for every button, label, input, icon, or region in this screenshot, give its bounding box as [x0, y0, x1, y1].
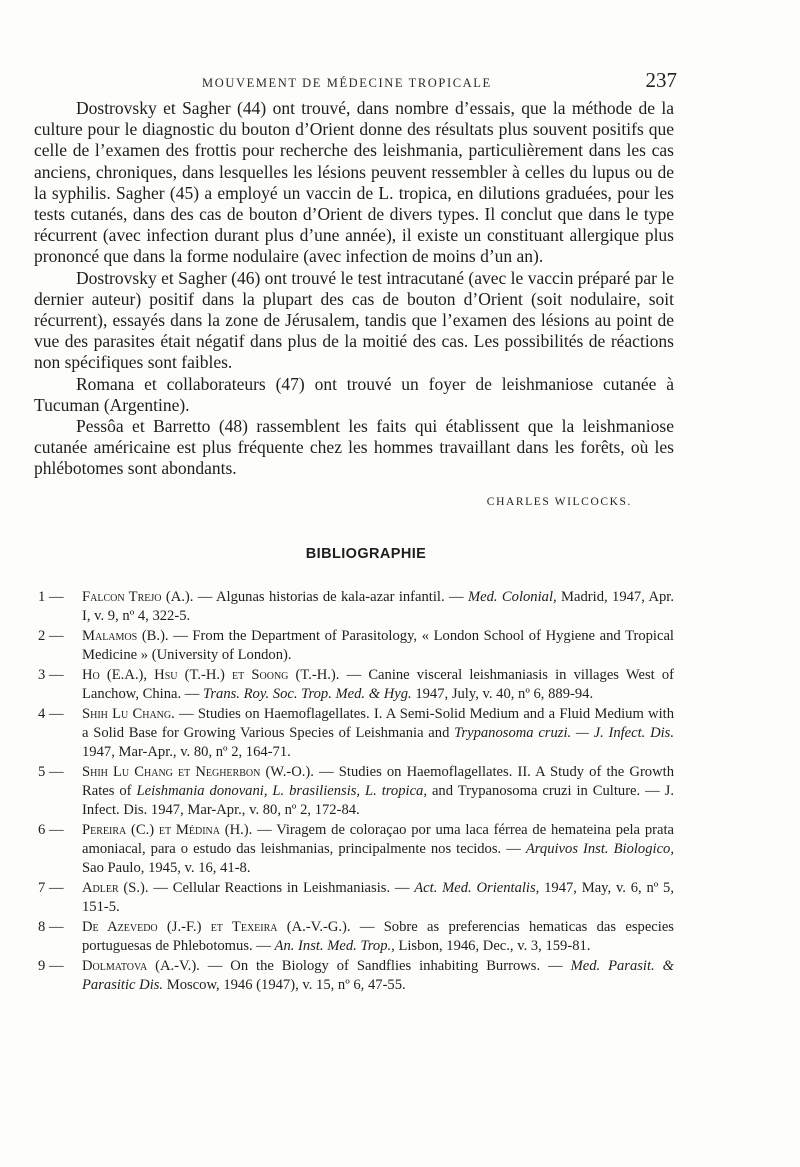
reference-number: 5 — — [38, 763, 64, 780]
paragraph: Romana et collaborateurs (47) ont trouvé un foyer de leishmaniose cutanée à Tucuman (Argentine). — [34, 373, 674, 415]
bibliography-heading: BIBLIOGRAPHIE — [305, 545, 427, 562]
paragraph: Dostrovsky et Sagher (44) ont trouvé, dans nombre d’essais, que la méthode de la culture pour le diagnostic du bouton d’Orient donne des résultats plus souvent positifs que celle de l’examen des frottis pour recherche des leishmania, particulièrement dans les cas anciens, chroniques, dans lesquelles les lésions peuvent ressembler à celles du lupus ou de la syphilis. Sagher (45) a employé un vaccin de L. tropica, en dilutions graduées, pour les tests cutanés, dans des cas de bouton d’Orient de divers types. Il conclut que dans le type récurrent (avec infection durant plus d’une année), il existe un constituant allergique plus prononcé que dans la forme nodulaire (avec infection de moins d’un an). — [34, 98, 674, 267]
reference-item — [34, 627, 674, 665]
reference-title: — Canine visceral leishmaniasis in villages West of Lanchow, China. — — [82, 666, 674, 702]
reference-item — [34, 918, 674, 956]
paragraph: Pessôa et Barretto (48) rassemblent les faits qui établissent que la leishmaniose cutanée américaine est plus fréquente chez les hommes travaillant dans les forêts, où les phlébotomes sont abondants. — [34, 416, 674, 479]
reference-author: Pereira (C.) et Médina (H.). — [82, 821, 253, 838]
reference-number: 4 — — [38, 705, 64, 722]
reference-item — [34, 666, 674, 704]
reference-journal: Trans. Roy. Soc. Trop. Med. & Hyg. — [203, 685, 412, 702]
reference-title: — From the Department of Parasitology, « London School of Hygiene and Tropical Medicine » (University of London). — [82, 627, 674, 663]
reference-details: 1947, Mar-Apr., v. 80, nº 2, 164-71. — [82, 743, 291, 760]
reference-journal: Med. Colonial, — [467, 588, 557, 605]
reference-journal: Med. Parasit. & Parasitic Dis. — [82, 957, 674, 993]
reference-item — [34, 588, 674, 626]
reference-author: Dolmatova (A.-V.). — [82, 957, 200, 974]
reference-number: 8 — — [38, 918, 64, 935]
reference-number: 7 — — [38, 879, 64, 896]
reference-author: Adler (S.). — [82, 879, 149, 896]
reference-details: 1947, May, v. 6, nº 5, 151-5. — [82, 879, 674, 915]
reference-author: Shih Lu Chang et Negherbon (W.-O.). — [82, 763, 314, 780]
paragraph: Dostrovsky et Sagher (46) ont trouvé le test intracutané (avec le vaccin préparé par le dernier auteur) positif dans la plupart des cas de bouton d’Orient (soit nodulaire, soit récurrent), essayés dans la zone de Jérusalem, tandis que l’examen des lésions au point de vue des parasites était négatif dans plus de la moitié des cas. Les possibilités de réactions non spécifiques sont faibles. — [34, 267, 674, 373]
reference-title: — On the Biology of Sandflies inhabiting Burrows. — — [199, 957, 571, 974]
reference-author: Ho (E.A.), Hsu (T.-H.) et Soong (T.-H.). — [82, 666, 340, 683]
reference-number: 6 — — [38, 821, 64, 838]
reference-item — [34, 879, 674, 917]
reference-number: 9 — — [38, 957, 64, 974]
reference-number: 2 — — [38, 627, 64, 644]
reference-details: Sao Paulo, 1945, v. 16, 41-8. — [82, 859, 251, 876]
reference-title: — Sobre as preferencias hematicas das especies portuguesas de Phlebotomus. — — [82, 918, 674, 954]
page-number: 237 — [645, 68, 677, 92]
article-body — [34, 98, 674, 480]
reference-author: Falcon Trejo (A.). — [82, 588, 194, 605]
reference-number: 3 — — [38, 666, 64, 683]
reference-author: Shih Lu Chang. — [82, 705, 175, 722]
reference-item — [34, 763, 674, 820]
page-header — [34, 68, 677, 98]
reference-title: — Algunas historias de kala-azar infantil. — — [193, 588, 468, 605]
author-signature: CHARLES WILCOCKS. — [486, 495, 632, 508]
reference-journal: Trypanosoma cruzi. — J. Infect. Dis. — [454, 724, 674, 741]
reference-journal: An. Inst. Med. Trop., — [274, 937, 395, 954]
reference-details: Moscow, 1946 (1947), v. 15, nº 6, 47-55. — [163, 976, 406, 993]
reference-title: — Studies on Haemoflagellates. II. A Study of the Growth Rates of — [82, 763, 674, 799]
reference-details: Lisbon, 1946, Dec., v. 3, 159-81. — [394, 937, 591, 954]
reference-author: De Azevedo (J.-F.) et Texeira (A.-V.-G.). — [82, 918, 351, 935]
reference-title: — Viragem de coloraçao por uma laca férrea de hemateina pela prata amoniacal, para o estudo das leishmanias, principalmente nos tecidos. — — [82, 821, 674, 857]
reference-details: 1947, July, v. 40, nº 6, 889-94. — [411, 685, 594, 702]
reference-journal: Arquivos Inst. Biologico, — [525, 840, 674, 857]
reference-details: and Trypanosoma cruzi in Culture. — J. Infect. Dis. 1947, Mar-Apr., v. 80, nº 2, 172-84. — [82, 782, 674, 818]
reference-title: — Cellular Reactions in Leishmaniasis. — — [148, 879, 415, 896]
reference-item — [34, 705, 674, 762]
bibliography-list — [34, 588, 674, 995]
reference-details: Madrid, 1947, Apr. I, v. 9, nº 4, 322-5. — [82, 588, 674, 624]
page — [34, 68, 677, 996]
reference-item — [34, 821, 674, 878]
reference-item — [34, 957, 674, 995]
reference-author: Malamos (B.). — [82, 627, 169, 644]
reference-number: 1 — — [38, 588, 64, 605]
reference-journal: Act. Med. Orientalis, — [414, 879, 540, 896]
reference-journal: Leishmania donovani, L. brasiliensis, L. tropica, — [136, 782, 427, 799]
reference-title: — Studies on Haemoflagellates. I. A Semi-Solid Medium and a Fluid Medium with a Solid Base for Growing Various Species of Leishmania and — [82, 705, 675, 741]
running-title: MOUVEMENT DE MÉDECINE TROPICALE — [202, 76, 492, 90]
